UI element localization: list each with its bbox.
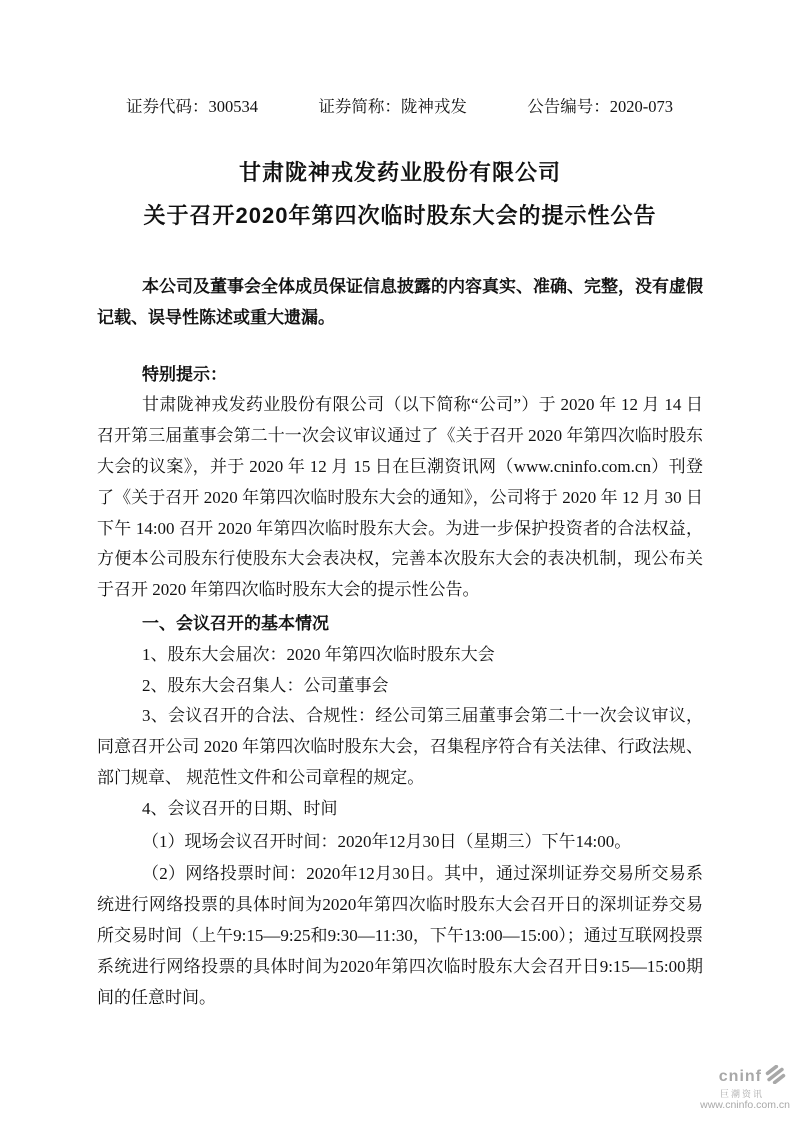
stock-code: 证券代码：300534 [126, 97, 258, 116]
announcement-number: 公告编号：2020-073 [527, 97, 673, 116]
meeting-datetime-item: 4、会议召开的日期、时间 [142, 798, 338, 818]
cninfo-logo-text: cninf [718, 1067, 762, 1085]
special-notice-heading: 特别提示： [142, 364, 227, 384]
meeting-session-item: 1、股东大会届次：2020 年第四次临时股东大会 [142, 644, 495, 664]
onsite-meeting-time-item: （1）现场会议召开时间：2020年12月30日（星期三）下午14:00。 [142, 831, 632, 851]
meeting-legality-item: 3、会议召开的合法、合规性：经公司第三届董事会第二十一次会议审议，同意召开公司 2020 年第四次临时股东大会，召集程序符合有关法律、行政法规、部门规章、 规范性文件和公司章程的规定。 [97, 706, 703, 787]
section-1-heading: 一、会议召开的基本情况 [142, 613, 329, 633]
online-voting-time-item: （2）网络投票时间：2020年12月30日。其中，通过深圳证券交易所交易系统进行网络投票的具体时间为2020年第四次临时股东大会召开日的深圳证券交易所交易时间（上午9:15—9:25和9:30—11:30，下午13:00—15:00）；通过互联网投票系统进行网络投票的具体时间为2020年第四次临时股东大会召开日9:15—15:00期间的任意时间。 [97, 864, 703, 1007]
cninfo-logo-chinese: 巨潮资讯 [719, 1088, 764, 1099]
special-notice-paragraph: 甘肃陇神戎发药业股份有限公司（以下简称“公司”）于 2020 年 12 月 14 日召开第三届董事会第二十一次会议审议通过了《关于召开 2020 年第四次临时股东大会的议案》，并于 2020 年 12 月 15 日在巨潮资讯网（www.cninfo.com.cn）刊登了《关于召开 2020 年第四次临时股东大会的通知》，公司将于 2020 年 12 月 30 日下午 14:00 召开 2020 年第四次临时股东大会。为进一步保护投资者的合法权益，方便本公司股东行使股东大会表决权，完善本次股东大会的表决机制，现公布关于召开 2020 年第四次临时股东大会的提示性公告。 [97, 395, 703, 600]
company-title: 甘肃陇神戎发药业股份有限公司 [238, 160, 561, 185]
cninfo-logo [700, 1065, 790, 1112]
cninfo-swoosh-icon [765, 1065, 786, 1089]
announcement-title: 关于召开2020年第四次临时股东大会的提示性公告 [143, 203, 657, 228]
document-header [97, 96, 703, 117]
stock-name: 证券简称：陇神戎发 [318, 97, 467, 116]
meeting-convener-item: 2、股东大会召集人：公司董事会 [142, 675, 389, 695]
disclaimer-paragraph: 本公司及董事会全体成员保证信息披露的内容真实、准确、完整，没有虚假记载、误导性陈述或重大遗漏。 [97, 277, 703, 327]
cninfo-logo-url: www.cninfo.com.cn [700, 1099, 790, 1112]
